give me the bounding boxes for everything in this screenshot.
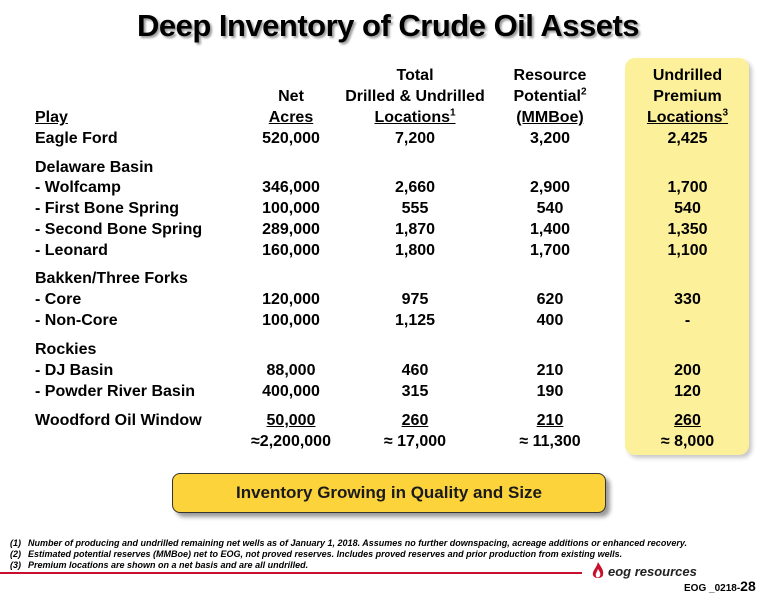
group-bakken-three-forks: Bakken/Three Forks [35,270,188,287]
row-premium: 200 [674,362,701,379]
row-acres: 400,000 [262,383,320,400]
header-drilled-undrilled: Drilled & Undrilled [345,88,485,105]
footer-divider [0,572,582,574]
row-total-locations: 2,660 [394,179,436,196]
row-total-locations: 555 [401,200,429,217]
row-acres: 289,000 [262,221,320,238]
header-total: Total [396,67,434,84]
header-potential: Potential$^2$ [513,86,587,105]
row-acres: 346,000 [262,179,320,196]
row-total-locations: 315 [401,383,429,400]
row-premium: - [684,312,691,329]
row-play: - Core [35,291,82,308]
row-acres: 100,000 [262,200,320,217]
row-acres: 120,000 [262,291,320,308]
row-premium: 1,350 [667,221,708,238]
company-logo: eog resources [590,561,697,581]
total-resource: ≈ 11,300 [519,433,581,450]
slide-title: Deep Inventory of Crude Oil Assets [136,8,640,43]
header-play: Play [35,109,68,126]
row-play: - DJ Basin [35,362,114,379]
row-play: - Second Bone Spring [35,221,203,238]
row-play: - First Bone Spring [35,200,179,217]
page-number: 28 [740,578,756,594]
row-resource: 1,400 [529,221,571,238]
slide-id: EOG _0218-28 [684,578,756,594]
row-acres: 50,000 [266,412,316,429]
row-resource: 2,900 [529,179,571,196]
row-total-locations: 1,800 [394,242,436,259]
row-premium: 120 [674,383,701,400]
footnote: (1) Number of producing and undrilled remaining net wells as of January 1, 2018. Assumes no further downspacing, acreage additions or enhanced recovery. [10,538,687,548]
header-undrilled: Undrilled [652,67,723,84]
callout-banner: Inventory Growing in Quality and Size [172,473,606,513]
row-resource: 1,700 [529,242,571,259]
row-resource: 210 [536,412,564,429]
row-acres: 100,000 [262,312,320,329]
group-delaware-basin: Delaware Basin [35,159,154,176]
row-premium: 260 [674,412,701,429]
row-play: - Non-Core [35,312,118,329]
row-premium: 330 [674,291,701,308]
row-premium: 2,425 [667,130,708,147]
row-resource: 620 [536,291,564,308]
row-resource: 190 [536,383,564,400]
row-play: Woodford Oil Window [35,412,202,429]
row-resource: 210 [536,362,564,379]
row-total-locations: 1,125 [394,312,436,329]
flame-icon [590,561,606,581]
header-net: Net [278,88,304,105]
row-total-locations: 975 [401,291,429,308]
row-total-locations: 7,200 [394,130,436,147]
group-rockies: Rockies [35,341,97,358]
row-total-locations: 1,870 [394,221,436,238]
footnote: (2) Estimated potential reserves (MMBoe) net to EOG, not proved reserves. Includes proved reserves and prior production from existing wells. [10,549,623,559]
total-premium: ≈ 8,000 [660,433,715,450]
header-premium: Premium [653,88,722,105]
total-acres: ≈2,200,000 [251,433,331,450]
row-resource: 3,200 [529,130,571,147]
header-resource: Resource [513,67,587,84]
row-play: Eagle Ford [35,130,118,147]
header-locations: Locations$^1$ [374,107,456,126]
row-premium: 540 [674,200,701,217]
row-acres: 520,000 [262,130,320,147]
row-resource: 540 [536,200,564,217]
header-acres: Acres [268,109,314,126]
total-locations: ≈ 17,000 [383,433,447,450]
row-total-locations: 460 [401,362,429,379]
row-resource: 400 [536,312,564,329]
row-premium: 1,700 [667,179,708,196]
row-play: - Wolfcamp [35,179,121,196]
header-mmboe: (MMBoe) [516,109,584,126]
row-total-locations: 260 [401,412,429,429]
row-acres: 88,000 [266,362,316,379]
header-premium-locations: Locations$^3$ [646,107,729,126]
row-play: - Leonard [35,242,108,259]
row-premium: 1,100 [667,242,708,259]
row-acres: 160,000 [262,242,320,259]
footnote: (3) Premium locations are shown on a net basis and are all undrilled. [10,560,309,570]
row-play: - Powder River Basin [35,383,196,400]
